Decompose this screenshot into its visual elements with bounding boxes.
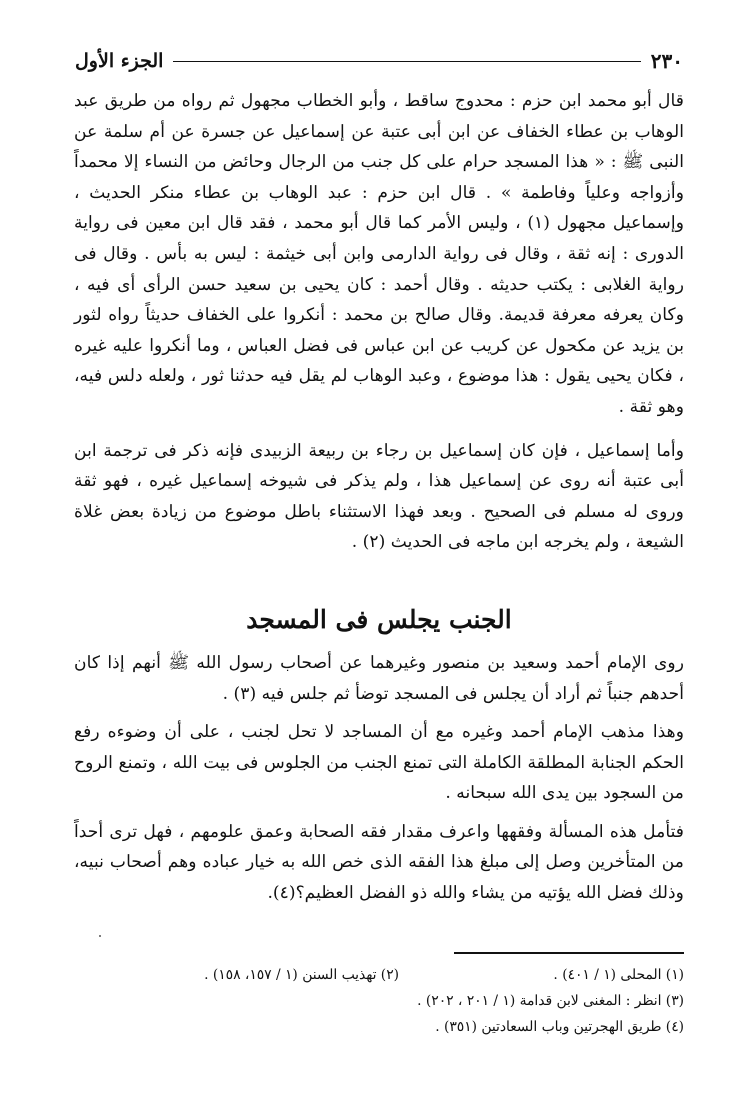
footnote-1: (١) المحلى (١ / ٤٠١) . [553, 967, 684, 983]
header-rule [173, 61, 640, 62]
section-heading: الجنب يجلس فى المسجد [246, 604, 512, 634]
footnote-rule [454, 952, 684, 954]
footnote-row [74, 962, 684, 988]
paragraph-3: روى الإمام أحمد وسعيد بن منصور وغيرهما عن أصحاب رسول الله ﷺ أنهم إذا كان أحدهم جنباً ثم أراد أن يجلس فى المسجد توضأ ثم جلس فيه (٣) . [74, 652, 684, 704]
paragraph-4: وهذا مذهب الإمام أحمد وغيره مع أن المساجد لا تحل لجنب ، على أن وضوءه رفع الحكم الجنابة المطلقة الكاملة التى تمنع الجنب من الجلوس فى بيت الله ، وتمنع الروح من السجود بين يدى الله سبحانه . [74, 722, 684, 804]
footnotes [74, 952, 684, 1040]
page-number: ٢٣٠ [650, 49, 683, 73]
print-speck [99, 935, 101, 937]
footnote-2: (٢) تهذيب السنن (١ / ١٥٧، ١٥٨) . [204, 967, 399, 983]
footnote-3: (٣) انظر : المغنى لابن قدامة (١ / ٢٠١ ، ٢٠٢) . [417, 993, 684, 1009]
main-text [74, 86, 684, 909]
paragraph-5: فتأمل هذه المسألة وفقهها واعرف مقدار فقه الصحابة وعمق علومهم ، فهل ترى أحداً من المتأخرين وصل إلى مبلغ هذا الفقه الذى خص الله به خيار عباده وهم أصحاب نبيه، وذلك فضل الله يؤتيه من يشاء والله ذو الفضل العظيم؟(٤). [74, 821, 684, 904]
running-header [75, 44, 683, 78]
paragraph-2: وأما إسماعيل ، فإن كان إسماعيل بن رجاء بن ربيعة الزبيدى فإنه ذكر فى ترجمة ابن أبى عتبة أنه روى عن إسماعيل هذا ، ولم يذكر فى شيوخه إسماعيل غيره ، فهو ثقة وروى له مسلم فى الصحيح . وبعد فهذا الاستثناء باطل موضوع من زيادة بعض غلاة الشيعة ، ولم يخرجه ابن ماجه فى الحديث (٢) . [74, 440, 684, 553]
footnote-4: (٤) طريق الهجرتين وباب السعادتين (٣٥١) . [435, 1019, 684, 1035]
paragraph-1: قال أبو محمد ابن حزم : محدوج ساقط ، وأبو الخطاب مجهول ثم رواه من طريق عبد الوهاب بن عطاء الخفاف عن ابن أبى عتبة عن إسماعيل عن جسرة عن أم سلمة عن النبى ﷺ : « هذا المسجد حرام على كل جنب من الرجال وحائض من النساء إلا محمداً وأزواجه وعلياً وفاطمة » . قال ابن حزم : عبد الوهاب بن عطاء منكر الحديث ، وإسماعيل مجهول (١) ، وليس الأمر كما قال أبو محمد ، فقد قال ابن معين فى رواية الدورى : إنه ثقة ، وقال فى رواية الدارمى وابن أبى خيثمة : ليس به بأس . وقال فى رواية الغلابى : يكتب حديثه . وقال أحمد : كان يحيى بن سعيد حسن الرأى أى فيه ، وكان يعرفه معرفة قديمة. وقال صالح بن محمد : أنكروا على الخفاف حديثاً رواه لثور بن يزيد عن مكحول عن كريب عن ابن عباس فى فضل العباس ، وما أنكروا عليه غيره ، فكان يحيى يقول : هذا موضوع ، وعبد الوهاب لم يقل فيه حدثنا ثور ، ولعله دلس فيه، وهو ثقة . [74, 91, 684, 417]
part-title: الجزء الأول [75, 50, 164, 72]
